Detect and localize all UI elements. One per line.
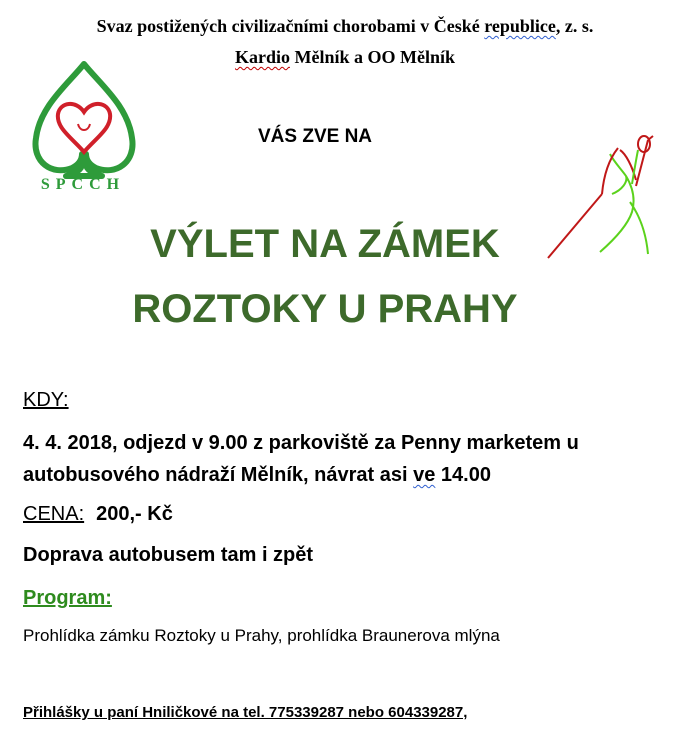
when-line2 — [23, 459, 643, 491]
transport-info: Doprava autobusem tam i zpět — [23, 544, 314, 566]
program-label: Program: — [23, 587, 112, 609]
spcch-logo-text: SPCCH — [40, 176, 126, 193]
price-value: 200,- Kč — [96, 503, 173, 525]
when-value — [23, 427, 643, 491]
when-line2-underlined-word: ve — [413, 464, 436, 486]
when-line2-prefix: autobusového nádraží Mělník, návrat asi — [23, 464, 414, 486]
org-line2-underlined-word: Kardio — [234, 47, 290, 67]
org-line1-suffix: , z. s. — [555, 16, 594, 36]
invite-heading: VÁS ZVE NA — [258, 126, 373, 147]
when-line1: 4. 4. 2018, odjezd v 9.00 z parkoviště za Penny marketem u — [23, 432, 579, 454]
program-text: Prohlídka zámku Roztoky u Prahy, prohlídka Braunerova mlýna — [23, 626, 500, 645]
title-line1: VÝLET NA ZÁMEK — [150, 222, 500, 266]
price-row — [23, 503, 173, 526]
organization-name-line1 — [0, 16, 690, 37]
org-line1-underlined-word: republice — [484, 16, 556, 36]
price-label: CENA: — [23, 503, 85, 525]
title-line2: ROZTOKY U PRAHY — [132, 287, 518, 331]
when-label: KDY: — [23, 389, 69, 411]
signup-info: Přihlášky u paní Hniličkové na tel. 775339287 nebo 604339287, — [23, 704, 468, 721]
when-line2-suffix: 14.00 — [435, 464, 491, 486]
org-line2-rest: Mělník a OO Mělník — [290, 47, 456, 67]
org-line1-prefix: Svaz postižených civilizačními chorobami v České — [96, 16, 485, 36]
